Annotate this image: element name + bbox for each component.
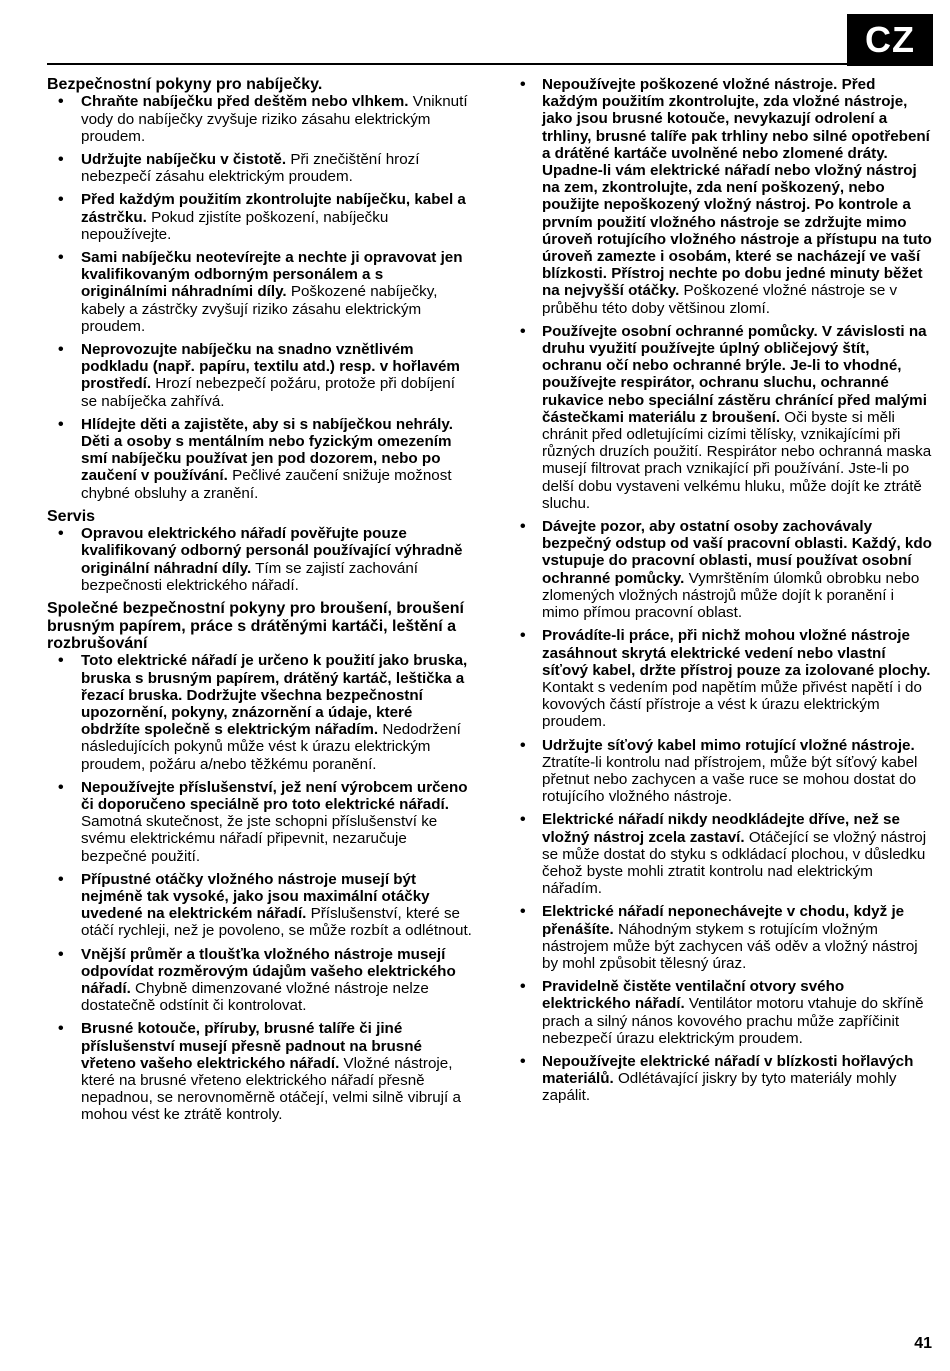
item-text: Vniknutí vody do nabíječky zvyšuje riziko zásahu elektrickým proudem.	[81, 93, 468, 145]
bullet-icon: •	[520, 811, 526, 829]
list-item	[520, 627, 932, 730]
item-text: Vložné nástroje, které na brusné vřeteno elektrického nářadí přesně nepadnou, se nerovnoměrně otáčejí, velmi silně vibrují a mohou vést ke ztrátě kontroly.	[81, 1054, 461, 1124]
list-item	[520, 518, 932, 621]
bullet-icon: •	[520, 76, 526, 93]
item-bold: Neprovozujte nabíječku na snadno vznětlivém podkladu (např. papíru, textilu atd.) resp. v hořlavém prostředí.	[81, 341, 460, 393]
item-bold: Pravidelně čistěte ventilační otvory svého elektrického nářadí.	[542, 978, 845, 1013]
item-text: Ventilátor motoru vtahuje do skříně prach a silný nános kovového prachu může zapříčinit nebezpečí úrazu elektrickým proudem.	[542, 995, 924, 1047]
list-item	[47, 871, 472, 940]
item-bold: Dávejte pozor, aby ostatní osoby zachovávaly bezpečný odstup od vaší pracovní oblasti. Každý, kdo vstupuje do pracovní oblasti, musí používat osobní ochranné pomůcky.	[542, 518, 932, 587]
bullet-icon: •	[520, 627, 526, 645]
item-bold: Udržujte síťový kabel mimo rotující vložné nástroje.	[542, 736, 915, 754]
list-item	[520, 323, 932, 512]
bullet-icon: •	[58, 945, 64, 963]
list-item	[47, 341, 472, 410]
bullet-icon: •	[520, 903, 526, 921]
item-text: Náhodným stykem s rotujícím vložným nástrojem může být zachycen váš oděv a vložný nástroj by mohl způsobit tělesný úraz.	[542, 920, 918, 972]
item-text: Příslušenství, které se otáčí rychleji, než je povoleno, se může rozbít a odlétnout.	[81, 905, 472, 940]
grinding-list-continued	[520, 76, 932, 1105]
bullet-icon: •	[520, 978, 526, 996]
item-text: Vymrštěním úlomků obrobku nebo zlomených vložných nástrojů může dojít k poranění i mimo přímou pracovní oblast.	[542, 569, 920, 622]
item-text: Chybně dimenzované vložné nástroje nelze dostatečně odstínit či kontrolovat.	[81, 979, 429, 1015]
section-heading-grinding: Společné bezpečnostní pokyny pro broušení, broušení brusným papírem, práce s drátěnými kartáči, leštění a rozbrušování	[47, 600, 464, 652]
item-bold: Provádíte-li práce, při nichž mohou vložné nástroje zasáhnout skrytá elektrické vedení nebo vlastní síťový kabel, držte přístroj pouze za izolované plochy.	[542, 627, 931, 679]
bullet-icon: •	[58, 151, 64, 169]
list-item	[520, 737, 932, 806]
bullet-icon: •	[58, 341, 64, 359]
list-item	[520, 978, 932, 1047]
item-bold: Nepoužívejte elektrické nářadí v blízkosti hořlavých materiálů.	[542, 1052, 914, 1088]
item-text: Poškozené vložné nástroje se v průběhu této doby většinou zlomí.	[542, 282, 898, 317]
list-item	[47, 525, 472, 594]
header-rule	[47, 63, 847, 65]
item-bold: Toto elektrické nářadí je určeno k použití jako bruska, bruska s brusným papírem, drátěný kartáč, leštička a řezací bruska. Dodržujte všechna bezpečnostní upozornění, pokyny, znázornění a údaje, které obdržíte společně s elektrickým nářadím.	[81, 652, 468, 739]
list-item	[47, 93, 472, 145]
item-text: Oči byste si měli chránit před odletujícími cizími tělísky, vznikajícími při různých druzích použití. Respirátor nebo ochranná maska musejí filtrovat prach vznikající při používání. Jste-li po delší dobu vystaveni velkému hluku, může dojít ke ztrátě sluchu.	[542, 408, 932, 512]
list-item	[520, 76, 932, 317]
item-bold: Před každým použitím zkontrolujte nabíječku, kabel a zástrčku.	[81, 191, 466, 226]
section-heading-servis: Servis	[47, 507, 96, 525]
bullet-icon: •	[520, 322, 526, 340]
item-bold: Nepoužívejte poškozené vložné nástroje. Před každým použitím zkontrolujte, zda vložné nástroje, jako jsou brusné kotouče, nevykazují odrolení a trhliny, brusné talíře pak trhliny nebo silné opotřebení a drátěné kartáče uvolněné nebo zlomené dráty. Upadne-li vám elektrické nářadí nebo vložný nástroj na zem, zkontrolujte, zda není poškozený, nebo použijte nepoškozený vložný nástroj. Po kontrole a prvním použití vložného nástroje se zdržujte mimo úroveň rotujícího vložného nástroje a přístupu na tuto úroveň zamezte i osobám, které se nacházejí ve vaší blízkosti. Přístroj nechte po dobu jedné minuty běžet na nejvyšší otáčky.	[542, 76, 932, 300]
list-item	[47, 151, 472, 185]
item-bold: Používejte osobní ochranné pomůcky. V závislosti na druhu využití používejte úplný obličejový štít, ochranu očí nebo ochranné brýle. Je-li to vhodné, používejte respirátor, ochranu sluchu, ochranné rukavice nebo speciální zástěru chránící před malými částečkami materiálu z broušení.	[542, 322, 927, 426]
item-bold: Elektrické nářadí neponechávejte v chodu, když je přenášíte.	[542, 903, 905, 938]
bullet-icon: •	[58, 415, 64, 433]
item-text: Kontakt s vedením pod napětím může přivést napětí i do kovových částí přístroje a vést k úrazu elektrickým proudem.	[542, 678, 922, 731]
list-item	[47, 249, 472, 335]
grinding-list	[47, 652, 472, 1123]
list-item	[47, 652, 472, 772]
bullet-icon: •	[58, 525, 64, 543]
item-text: Otáčející se vložný nástroj se může dostat do styku s odkládací plochou, v důsledku čehož byste mohli ztratit kontrolu nad elektrickým nářadím.	[542, 828, 927, 898]
page-number: 41	[914, 1335, 932, 1352]
item-text: Tím se zajistí zachování bezpečnosti elektrického nářadí.	[81, 559, 419, 594]
bullet-icon: •	[58, 249, 64, 267]
item-bold: Chraňte nabíječku před deštěm nebo vlhkem.	[81, 93, 409, 111]
list-item	[47, 191, 472, 243]
list-item	[520, 811, 932, 897]
item-bold: Elektrické nářadí nikdy neodkládejte dříve, než se vložný nástroj zcela zastaví.	[542, 811, 900, 846]
bullet-icon: •	[58, 870, 64, 888]
list-item	[47, 779, 472, 865]
bullet-icon: •	[520, 518, 526, 536]
item-text: Ztratíte-li kontrolu nad přístrojem, může být síťový kabel přetnut nebo zachycen a vaše ruce se mohou dostat do rotujícího vložného nástroje.	[542, 753, 918, 806]
bullet-icon: •	[520, 736, 526, 754]
chargers-list	[47, 93, 472, 501]
item-bold: Udržujte nabíječku v čistotě.	[81, 151, 287, 169]
list-item	[47, 416, 472, 502]
list-item	[520, 903, 932, 972]
list-item	[47, 946, 472, 1015]
item-bold: Nepoužívejte příslušenství, jež není výrobcem určeno či doporučeno speciálně pro toto elektrické nářadí.	[81, 778, 468, 813]
item-bold: Hlídejte děti a zajistěte, aby si s nabíječkou nehrály. Děti a osoby s mentálním nebo fyzickým omezením smí nabíječku používat jen pod dozorem, nebo po zaučení v používání.	[81, 415, 453, 485]
item-text: Hrozí nebezpečí požáru, protože při dobíjení se nabíječka zahřívá.	[81, 375, 455, 410]
servis-list	[47, 525, 472, 594]
bullet-icon: •	[58, 93, 64, 111]
item-text: Pečlivé zaučení snižuje možnost chybné obsluhy a zranění.	[81, 467, 452, 502]
language-badge: CZ	[847, 14, 933, 66]
item-bold: Opravou elektrického nářadí pověřujte pouze kvalifikovaný odborný personál používající výhradně originální náhradní díly.	[81, 525, 463, 577]
item-bold: Sami nabíječku neotevírejte a nechte ji opravovat jen kvalifikovaným odborným personálem a s originálními náhradními díly.	[81, 249, 463, 301]
section-heading-chargers: Bezpečnostní pokyny pro nabíječky.	[47, 76, 323, 93]
bullet-icon: •	[520, 1052, 526, 1070]
left-column	[47, 76, 472, 1130]
item-text: Při znečištění hrozí nebezpečí zásahu elektrickým proudem.	[81, 151, 420, 186]
item-text: Samotná skutečnost, že jste schopni příslušenství ke svému elektrickému nářadí připevnit, nezaručuje bezpečné použití.	[81, 813, 438, 865]
item-text: Pokud zjistíte poškození, nabíječku nepoužívejte.	[81, 208, 389, 243]
list-item	[520, 1053, 932, 1105]
item-text: Poškozené nabíječky, kabely a zástrčky zvyšují riziko zásahu elektrickým proudem.	[81, 283, 438, 335]
item-bold: Vnější průměr a tloušťka vložného nástroje musejí odpovídat rozměrovým údajům vašeho elektrického nářadí.	[81, 945, 456, 997]
bullet-icon: •	[58, 191, 64, 209]
item-text: Odlétávající jiskry by tyto materiály mohly zapálit.	[542, 1070, 897, 1105]
item-bold: Brusné kotouče, příruby, brusné talíře či jiné příslušenství musejí přesně padnout na brusné vřeteno vašeho elektrického nářadí.	[81, 1020, 422, 1072]
bullet-icon: •	[58, 1020, 64, 1038]
right-column	[520, 76, 932, 1111]
list-item	[47, 1020, 472, 1123]
bullet-icon: •	[58, 652, 64, 670]
bullet-icon: •	[58, 778, 64, 796]
item-text: Nedodržení následujících pokynů může vést k úrazu elektrickým proudem, požáru a/nebo těžkému poranění.	[81, 721, 461, 773]
item-bold: Přípustné otáčky vložného nástroje musejí být nejméně tak vysoké, jako jsou maximální otáčky uvedené na elektrickém nářadí.	[81, 870, 430, 923]
